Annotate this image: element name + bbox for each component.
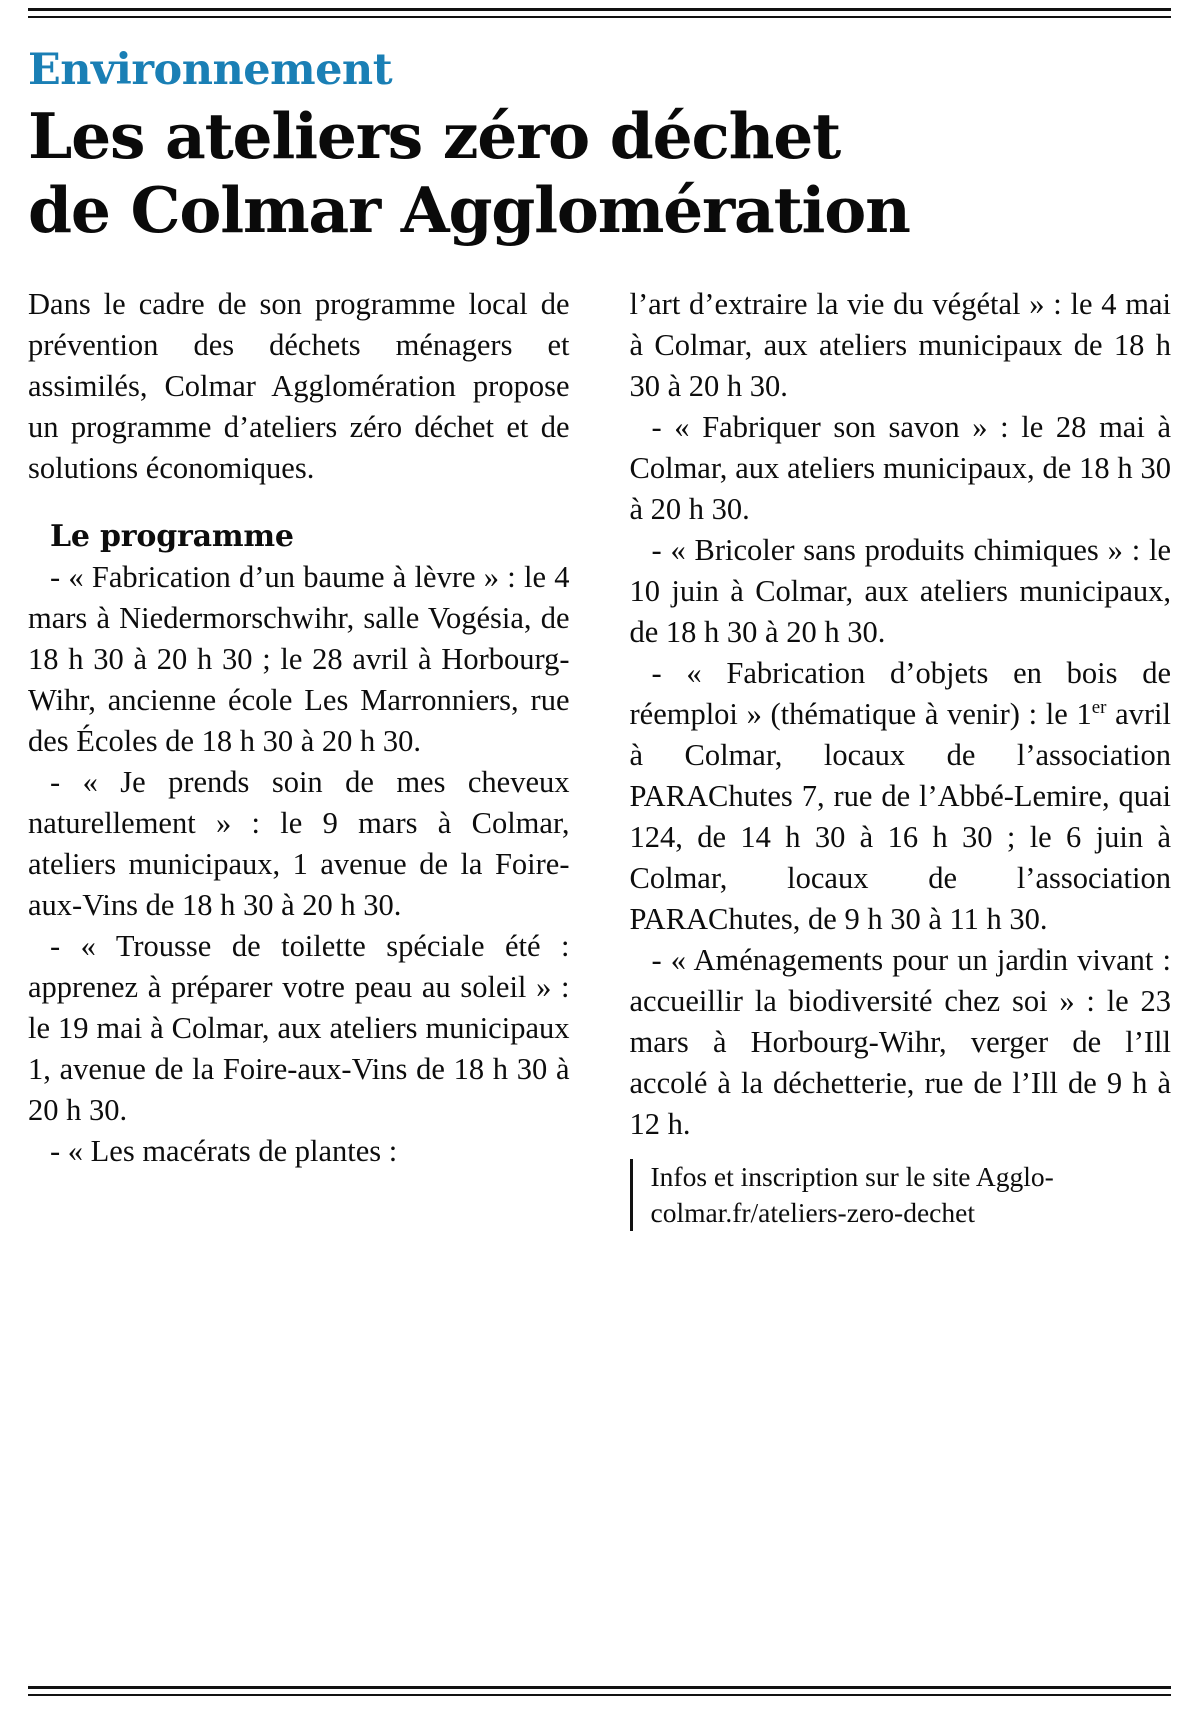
- top-rule-thin: [28, 16, 1171, 18]
- column-right: [600, 284, 1172, 1231]
- subhead-programme: Le programme: [50, 518, 294, 554]
- list-item-wood: [630, 653, 1172, 940]
- wood-text-part2: avril à Colmar, locaux de l’association PARAChutes 7, rue de l’Abbé-Lemire, quai 124, de 14 h 30 à 16 h 30 ; le 6 juin à Colmar, locaux de l’association PARAChutes, de 9 h 30 à 11 h 30.: [629, 696, 1171, 937]
- list-item: - « Bricoler sans produits chimiques » : le 10 juin à Colmar, aux ateliers municipaux, de 18 h 30 à 20 h 30.: [629, 532, 1171, 649]
- list-item: - « Fabrication d’un baume à lèvre » : le 4 mars à Niedermorschwihr, salle Vogésia, de 18 h 30 à 20 h 30 ; le 28 avril à Horbourg-Wihr, ancienne école Les Marronniers, rue des Écoles de 18 h 30 à 20 h 30.: [28, 560, 570, 759]
- list-item-continuation: l’art d’extraire la vie du végétal » : le 4 mai à Colmar, aux ateliers municipaux de 18 h 30 à 20 h 30.: [629, 286, 1171, 403]
- list-item: - « Je prends soin de mes cheveux naturellement » : le 9 mars à Colmar, ateliers municipaux, 1 avenue de la Foire-aux-Vins de 18 h 30 à 20 h 30.: [28, 765, 570, 923]
- column-left: [28, 284, 600, 1231]
- bottom-rule: [28, 1686, 1171, 1696]
- headline-line-2: de Colmar Agglomération: [28, 173, 910, 248]
- bottom-rule-thin: [28, 1694, 1171, 1696]
- article-lede: Dans le cadre de son programme local de prévention des déchets ménagers et assimilés, Colmar Agglomération propose un programme d’ateliers zéro déchet et de solutions économiques.: [28, 286, 570, 485]
- article-columns: [28, 284, 1171, 1231]
- list-item: - « Fabriquer son savon » : le 28 mai à Colmar, aux ateliers municipaux, de 18 h 30 à 20 h 30.: [629, 409, 1171, 526]
- footnote-infos: Infos et inscription sur le site Agglo-colmar.fr/ateliers-zero-dechet: [630, 1159, 1172, 1231]
- newspaper-page: [0, 8, 1199, 1730]
- page-title: [28, 99, 1171, 248]
- list-item: - « Trousse de toilette spéciale été : apprenez à préparer votre peau au soleil » : le 19 mai à Colmar, aux ateliers municipaux 1, avenue de la Foire-aux-Vins de 18 h 30 à 20 h 30.: [28, 929, 570, 1128]
- section-kicker: Environnement: [28, 45, 393, 95]
- list-item: - « Aménagements pour un jardin vivant : accueillir la biodiversité chez soi » : le 23 mars à Horbourg-Wihr, verger de l’Ill accolé à la déchetterie, rue de l’Ill de 9 h à 12 h.: [629, 943, 1171, 1142]
- ordinal-suffix: er: [1091, 696, 1107, 718]
- list-item: - « Les macérats de plantes :: [50, 1134, 398, 1169]
- top-rule: [28, 8, 1171, 18]
- headline-line-1: Les ateliers zéro déchet: [28, 99, 841, 174]
- wood-text-part1: - « Fabrication d’objets en bois de réemploi » (thématique à venir) : le 1: [629, 655, 1171, 731]
